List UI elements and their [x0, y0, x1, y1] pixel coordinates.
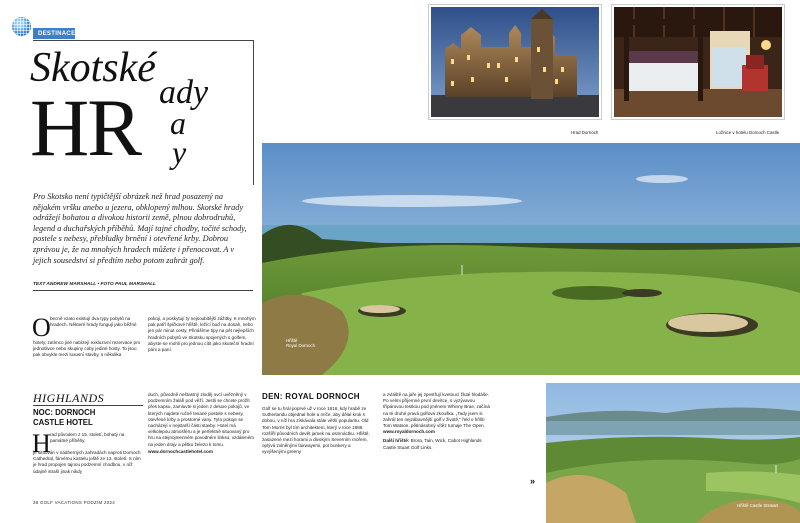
- divider: [33, 405, 143, 406]
- page-footer: 38 GOLF VACATIONS PODZIM 2024: [33, 500, 115, 505]
- title-suffix-2: a: [170, 105, 186, 141]
- title-suffix-3: y: [172, 134, 187, 170]
- photo-caption: Hrad Dornoch: [571, 130, 599, 135]
- body-text: rad původem z 15. století, bohatý na památné příběhy,: [50, 432, 125, 444]
- photo-caption: [286, 338, 315, 348]
- website-link[interactable]: www.dornochcastlehotel.com: [148, 448, 213, 454]
- body-text-column: [148, 392, 256, 455]
- drop-cap: O: [32, 313, 51, 342]
- region-heading: HIGHLANDS: [33, 391, 105, 405]
- body-text: a zvláště na jaře jej zpestřují kvetoucí žluté hlodáše. Po velmi příjemné první devítce, s vyzývavou třípárovou testkou pod jménem Whinny Brae, začíná na té druhé pravá golfová zkouška. „Tady jsem si zahrál ten nejzábavnější golf v životě," řekl o hřišti Tom Watson, pětinásobný vítěz turnaje The Open.: [383, 392, 490, 429]
- body-text-column: [383, 392, 493, 451]
- drop-cap: H: [32, 429, 51, 458]
- body-text: becně vzato existují dva typy pobytů na hradech. Některé hrady fungují jako běžné: [50, 316, 137, 328]
- website-link[interactable]: www.royaldornoch.com: [383, 429, 435, 435]
- body-text: pokoji, a poskytují ty nejsoubitější zážitky. K mnohým pak patří špičkové hřiště, ležící buď na dosah, nebo jen pár minut cesty. Přinášíme tipy na pět nejlepších hradních pobytů ve Skotsku spojených s golfem, abyste se mohli pro jednou cítit jako skuteční hradní páni a paní.: [148, 316, 256, 353]
- castle-stuart-photo: [546, 383, 800, 523]
- body-text: hotely, zatímco jiné nabízejí exkluzivní rezervace pro jednotlivce nebo skupiny coby jediné hosty. To jsou pak obvykle mezi luxusní stavby, s několika: [33, 340, 141, 358]
- hotel-heading-line-2: CASTLE HOTEL: [33, 417, 93, 427]
- photo-caption: Hřiště Castle Stewart: [737, 503, 779, 508]
- photo-caption: Ložnice v hotelu Dornoch Castle: [716, 130, 780, 135]
- hotel-heading-line-1: NOC: DORNOCH: [33, 408, 96, 417]
- magazine-logo-icon: [12, 17, 31, 36]
- more-courses-label: Další hřiště:: [383, 438, 410, 444]
- body-text: duch, původně neštastný zloděj ovcí uvězněný v podzemním žaláři pod věží. Jestli se chcete prožít přes kapsu, zamluvte si jeden z deluxe pokojů, ve kterých najdete ručně tesané postele s nebesy, otevřené krby a prostorné vany. Tyto pokoje se nacházejí v nejstarší části stavby. Hotel má velkolepou atmosféru a je perfektně situovaný pro hru na stejnojmenném povodném linksu, vzdáleném na jeden drajv a pětku železo k tomu.: [148, 392, 254, 447]
- more-courses: Brora, Tain, Wick, Cabot Highlands Castle Stuart Golf Links.: [383, 438, 482, 450]
- section-tag: DESTINACE: [33, 28, 75, 39]
- divider: [33, 40, 253, 41]
- title-line-2: HR: [30, 82, 140, 173]
- section-heading: DEN: ROYAL DORNOCH: [262, 392, 360, 401]
- divider: [33, 290, 253, 291]
- hotel-heading: [33, 408, 95, 427]
- photo-caption-line-1: Hřiště: [286, 338, 298, 343]
- castle-hotel-photo: [429, 5, 601, 119]
- intro-paragraph: Pro Skotsko není typičtější obrázek než hrad posazený na nějakém vršku anebo u jezera, obklopený mlhou. Skotské hrady odrážejí bohatou a divokou historii země, plnou dobrodruhů, legend a duchařských příběhů. Mají tajné chodby, točité schody, postele s nebesy, přebludky brnění i otevřené krby. Dobrou zprávou je, že na mnohých hradech můžete i přenocovat. A v jejich sousedství si předtím nebo potom zahrát golf.: [33, 192, 247, 265]
- continue-arrow-icon: »: [530, 476, 536, 486]
- title-suffix-1: ady: [159, 74, 209, 111]
- royal-dornoch-photo: [262, 143, 800, 375]
- photo-caption-line-2: Royal Dornoch: [286, 343, 316, 348]
- body-text: je situován v nádherných zahradách naproti Dornoch Cathedral, fámému kostelu ještě ze 13. století. S ním je hrad propojen tajnou podzemní chodbou, v níž údajně straší jinak nikdy: [33, 450, 141, 474]
- byline: TEXT ANDREW MARSHALL • FOTO PAUL MARSHALL: [33, 282, 156, 287]
- title-line-1: Skotské: [30, 45, 156, 91]
- divider: [253, 40, 254, 185]
- castle-bedroom-photo: [612, 5, 784, 119]
- body-text: Golf se tu hrál poprvé už v roce 1616, kdy hrabě ze Sutherlandu objednal hole a míče, aby dělal krok s dobou, v níž hra získávala stále větší popularitu. Old Tom Morris byl tím architektem, který v roce 1886 rozšířil původních devět jamek na osmnáctku. Hřiště, zasazené mezi horami a divokým Severním mořem, oplývá zvlněnými fairwayemi, pot bunkery a vyvýšenými greeny: [262, 406, 370, 455]
